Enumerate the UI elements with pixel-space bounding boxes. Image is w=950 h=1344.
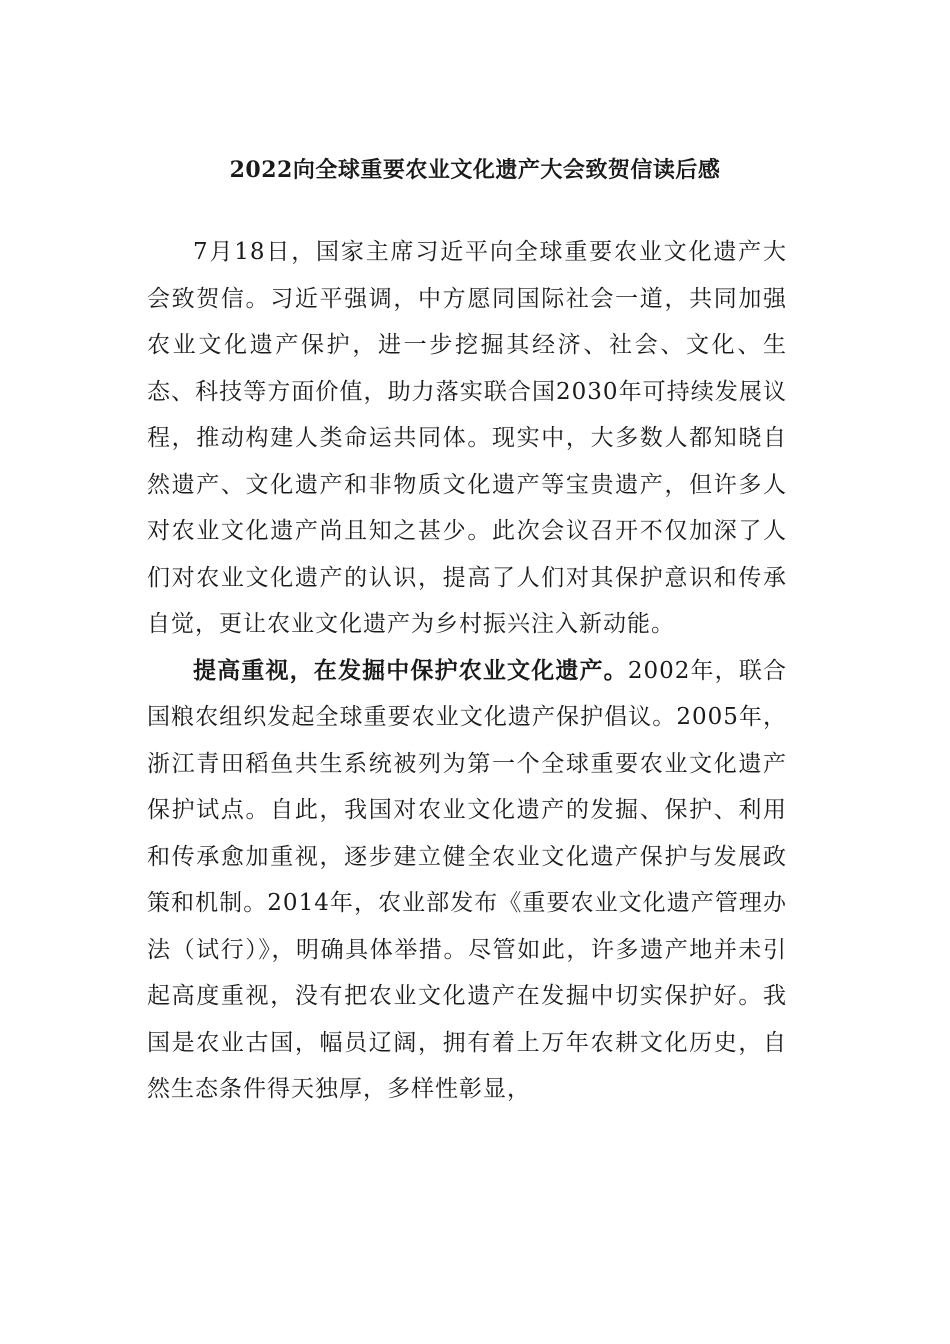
paragraph-2-lead: 提高重视，在发掘中保护农业文化遗产。 xyxy=(193,656,628,684)
paragraph-1-text: 7月18日，国家主席习近平向全球重要农业文化遗产大会致贺信。习近平强调，中方愿同国际社会一道，共同加强农业文化遗产保护，进一步挖掘其经济、社会、文化、生态、科技等方面价值，助力落实联合国2030年可持续发展议程，推动构建人类命运共同体。现实中，大多数人都知晓自然遗产、文化遗产和非物质文化遗产等宝贵遗产，但许多人对农业文化遗产尚且知之甚少。此次会议召开不仅加深了人们对农业文化遗产的认识，提高了人们对其保护意识和传承自觉，更让农业文化遗产为乡村振兴注入新动能。 xyxy=(147,239,787,637)
paragraph-2 xyxy=(147,648,787,1113)
document-title: 2022向全球重要农业文化遗产大会致贺信读后感 xyxy=(229,156,721,183)
document-body xyxy=(147,229,787,1113)
paragraph-2-text: 2002年，联合国粮农组织发起全球重要农业文化遗产保护倡议。2005年，浙江青田稻鱼共生系统被列为第一个全球重要农业文化遗产保护试点。自此，我国对农业文化遗产的发掘、保护、利用和传承愈加重视，逐步建立健全农业文化遗产保护与发展政策和机制。2014年，农业部发布《重要农业文化遗产管理办法（试行）》，明确具体举措。尽管如此，许多遗产地并未引起高度重视，没有把农业文化遗产在发掘中切实保护好。我国是农业古国，幅员辽阔，拥有着上万年农耕文化历史，自然生态条件得天独厚，多样性彰显， xyxy=(147,657,787,1102)
paragraph-1 xyxy=(147,229,787,648)
